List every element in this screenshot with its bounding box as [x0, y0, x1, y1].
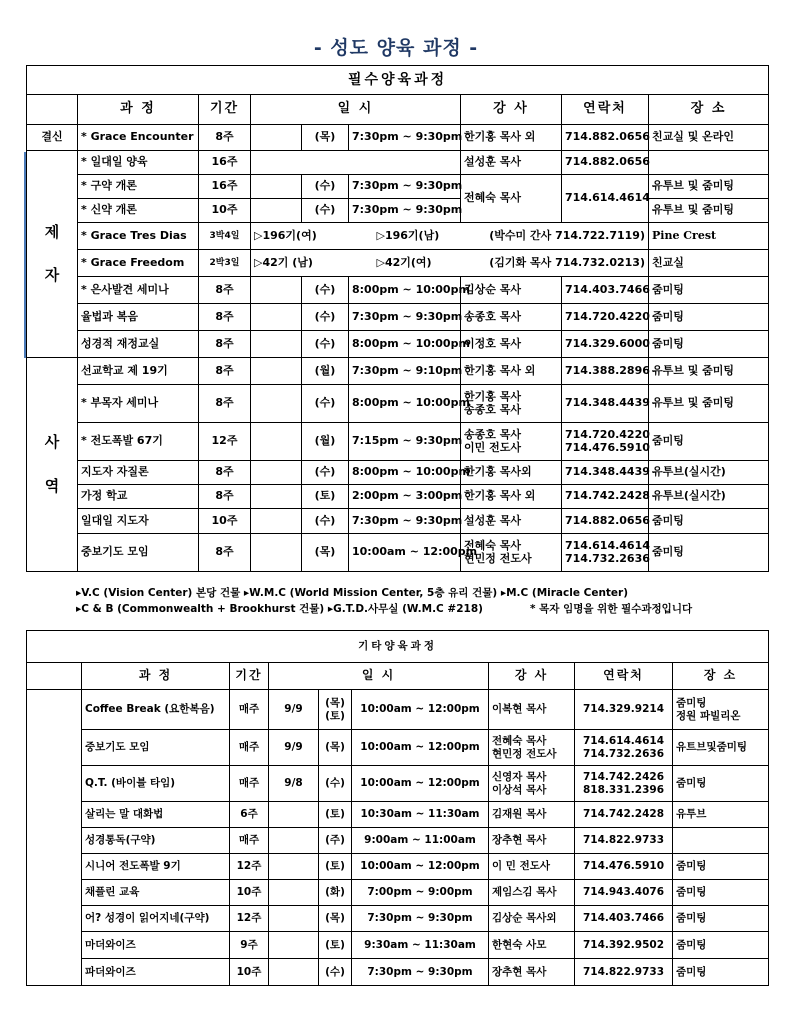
course-contact: 714.943.4076 [575, 880, 673, 906]
requirement-note: * 목자 임명을 위한 필수과정입니다 [530, 603, 693, 615]
course-day: (주) [319, 828, 352, 854]
course-period: 6주 [230, 802, 269, 828]
course-period: 12주 [199, 423, 251, 461]
course-name: * 신약 개론 [78, 199, 199, 223]
table-row [27, 854, 769, 880]
course-period: 8주 [199, 485, 251, 509]
course-instructor: 송종호 목사 이민 전도사 [461, 423, 562, 461]
course-name: 중보기도 모임 [78, 534, 199, 572]
course-contact: 714.403.7466 [562, 277, 649, 304]
course-time: 7:15pm ~ 9:30pm [349, 423, 461, 461]
course-instructor: 한기홍 목사 외 [461, 125, 562, 151]
course-day: (목) [319, 906, 352, 932]
course-place: 유투브 및 줌미팅 [649, 199, 769, 223]
table-row [27, 423, 769, 461]
course-time: 9:00am ~ 11:00am [352, 828, 489, 854]
course-instructor: 김상순 목사외 [489, 906, 575, 932]
table-row [27, 802, 769, 828]
course-name: * 은사발견 세미나 [78, 277, 199, 304]
course-name: 중보기도 모임 [82, 730, 230, 766]
table-row [27, 959, 769, 986]
course-place: 줌미팅 [673, 766, 769, 802]
course-place: 줌미팅 [649, 277, 769, 304]
course-instructor: 송종호 목사 [461, 304, 562, 331]
course-day: (수) [302, 175, 349, 199]
table-row [27, 304, 769, 331]
course-period: 매주 [230, 828, 269, 854]
course-name: 율법과 복음 [78, 304, 199, 331]
course-instructor: 한기홍 목사 외 [461, 485, 562, 509]
course-place: 줌미팅 [649, 423, 769, 461]
course-instructor: 전혜숙 목사 현민정 전도사 [461, 534, 562, 572]
header-place: 장 소 [673, 663, 769, 690]
table-row [27, 250, 769, 277]
header-place: 장 소 [649, 95, 769, 125]
table-row [27, 534, 769, 572]
course-instructor: 제임스김 목사 [489, 880, 575, 906]
course-contact: 714.348.4439 [562, 461, 649, 485]
course-time: 10:00am ~ 12:00pm [352, 730, 489, 766]
course-instructor: 설성훈 목사 [461, 151, 562, 175]
table-row [27, 932, 769, 959]
course-contact: 714.614.4614 [562, 175, 649, 223]
table-row [27, 906, 769, 932]
course-date [269, 932, 319, 959]
course-period: 10주 [199, 199, 251, 223]
retreat-info-1: ▷196기(여) [251, 223, 349, 250]
course-place: 줌미팅 [649, 534, 769, 572]
course-date [251, 331, 302, 358]
course-place: 유투브 및 줌미팅 [649, 385, 769, 423]
course-day: (토) [319, 932, 352, 959]
course-name: 선교학교 제 19기 [78, 358, 199, 385]
course-contact: 714.392.9502 [575, 932, 673, 959]
course-time: 7:30pm ~ 9:30pm [349, 304, 461, 331]
course-period: 16주 [199, 151, 251, 175]
course-place: 친교실 및 온라인 [649, 125, 769, 151]
course-date: 9/9 [269, 730, 319, 766]
course-time: 8:00pm ~ 10:00pm [349, 385, 461, 423]
course-date [251, 125, 302, 151]
course-place: 줌미팅 [673, 959, 769, 986]
course-period: 8주 [199, 125, 251, 151]
course-contact: 714.720.4220 [562, 304, 649, 331]
category-header [27, 663, 82, 690]
course-day: (토) [319, 802, 352, 828]
other-course-table [26, 630, 769, 986]
course-day: (화) [319, 880, 352, 906]
course-date [269, 828, 319, 854]
course-period: 9주 [230, 932, 269, 959]
course-time: 10:00am ~ 12:00pm [349, 534, 461, 572]
course-place: 줌미팅 [673, 906, 769, 932]
course-name: * Grace Freedom [78, 250, 199, 277]
course-period: 10주 [199, 509, 251, 534]
table-row [27, 151, 769, 175]
header-course: 과 정 [82, 663, 230, 690]
course-time: 8:00pm ~ 10:00pm [349, 277, 461, 304]
course-place: 유투브 및 줌미팅 [649, 175, 769, 199]
course-time: 10:00am ~ 12:00pm [352, 854, 489, 880]
course-day: (목) [319, 730, 352, 766]
course-instructor: 한기홍 목사 송종호 목사 [461, 385, 562, 423]
course-time: 8:00pm ~ 10:00pm [349, 331, 461, 358]
course-name: 일대일 지도자 [78, 509, 199, 534]
course-date [251, 485, 302, 509]
course-date [251, 199, 302, 223]
course-instructor: 장추현 목사 [489, 828, 575, 854]
course-place: 친교실 [649, 250, 769, 277]
course-instructor: 장추현 목사 [489, 959, 575, 986]
course-period: 12주 [230, 906, 269, 932]
course-place: 유투브 [673, 802, 769, 828]
category-empty [27, 690, 82, 986]
course-day: (토) [319, 854, 352, 880]
course-place [649, 151, 769, 175]
course-date [251, 277, 302, 304]
course-period: 8주 [199, 385, 251, 423]
course-time: 10:30am ~ 11:30am [352, 802, 489, 828]
course-time: 7:30pm ~ 9:30pm [349, 125, 461, 151]
table-row [27, 223, 769, 250]
retreat-info-2: ▷196기(남) [349, 223, 461, 250]
course-day: (목) [302, 125, 349, 151]
course-instructor: 전혜숙 목사 [461, 175, 562, 223]
table-row [27, 385, 769, 423]
course-name: * Grace Encounter [78, 125, 199, 151]
other-table-title: 기타양육과정 [27, 631, 769, 663]
table-row [27, 358, 769, 385]
course-place: Pine Crest [649, 223, 769, 250]
course-date [269, 880, 319, 906]
retreat-info-1: ▷42기 (남) [251, 250, 349, 277]
course-period: 16주 [199, 175, 251, 199]
course-place: 줌미팅 [649, 509, 769, 534]
header-schedule: 일 시 [269, 663, 489, 690]
course-name: * 구약 개론 [78, 175, 199, 199]
table-row [27, 125, 769, 151]
required-course-table [26, 65, 769, 572]
course-name: * Grace Tres Dias [78, 223, 199, 250]
course-contact: 714.822.9733 [575, 959, 673, 986]
course-period: 매주 [230, 766, 269, 802]
course-date [251, 304, 302, 331]
table-row [27, 730, 769, 766]
course-instructor: 김재원 목사 [489, 802, 575, 828]
header-schedule: 일 시 [251, 95, 461, 125]
course-instructor: 한기홍 목사 외 [461, 358, 562, 385]
course-name: * 일대일 양육 [78, 151, 199, 175]
course-day: (수) [319, 959, 352, 986]
table-row [27, 199, 769, 223]
table-row [27, 461, 769, 485]
course-place: 유트브및줌미팅 [673, 730, 769, 766]
course-period: 8주 [199, 534, 251, 572]
course-place: 줌미팅 [673, 880, 769, 906]
course-time: 9:30am ~ 11:30am [352, 932, 489, 959]
course-period: 매주 [230, 690, 269, 730]
course-date [251, 175, 302, 199]
course-contact: 714.742.2426 818.331.2396 [575, 766, 673, 802]
course-time: 8:00pm ~ 10:00pm [349, 461, 461, 485]
course-date [269, 959, 319, 986]
course-instructor: 전혜숙 목사 현민정 전도사 [489, 730, 575, 766]
course-period: 8주 [199, 461, 251, 485]
retreat-info-3: (김기화 목사 714.732.0213) [461, 250, 649, 277]
course-instructor: 설성훈 목사 [461, 509, 562, 534]
category-sayeok: 사 역 [27, 358, 78, 572]
course-contact: 714.882.0656 [562, 125, 649, 151]
course-place: 유투브(실시간) [649, 485, 769, 509]
course-name: 시니어 전도폭발 9기 [82, 854, 230, 880]
course-day: (월) [302, 358, 349, 385]
course-name: 마더와이즈 [82, 932, 230, 959]
course-day: (수) [302, 461, 349, 485]
table-row [27, 277, 769, 304]
course-date [269, 906, 319, 932]
location-note-2: ▸C & B (Commonwealth + Brookhurst 건물) ▸G.T.D.사무실 (W.M.C #218) [76, 603, 483, 615]
course-date [269, 802, 319, 828]
course-place [673, 828, 769, 854]
course-name: 파더와이즈 [82, 959, 230, 986]
course-place: 줌미팅 [673, 854, 769, 880]
course-name: * 전도폭발 67기 [78, 423, 199, 461]
course-contact: 714.882.0656 [562, 151, 649, 175]
course-instructor: 이복현 목사 [489, 690, 575, 730]
course-contact: 714.388.2896 [562, 358, 649, 385]
page-title: - 성도 양육 과정 - [313, 37, 479, 59]
course-name: 성경적 재정교실 [78, 331, 199, 358]
course-time: 2:00pm ~ 3:00pm [349, 485, 461, 509]
course-day: (수) [302, 199, 349, 223]
course-day: (수) [302, 304, 349, 331]
course-time: 7:30pm ~ 9:30pm [349, 509, 461, 534]
course-place: 유투브(실시간) [649, 461, 769, 485]
course-contact: 714.348.4439 [562, 385, 649, 423]
course-time: 7:30pm ~ 9:30pm [349, 199, 461, 223]
header-instructor: 강 사 [461, 95, 562, 125]
course-instructor: 이정호 목사 [461, 331, 562, 358]
course-contact: 714.822.9733 [575, 828, 673, 854]
course-day: (수) [302, 331, 349, 358]
course-time: 10:00am ~ 12:00pm [352, 766, 489, 802]
course-period: 8주 [199, 358, 251, 385]
retreat-info-3: (박수미 간사 714.722.7119) [461, 223, 649, 250]
course-time: 7:30pm ~ 9:30pm [349, 175, 461, 199]
course-name: 성경통독(구약) [82, 828, 230, 854]
course-name: 어? 성경이 읽어지네(구약) [82, 906, 230, 932]
category-header [27, 95, 78, 125]
header-contact: 연락처 [562, 95, 649, 125]
course-period: 10주 [230, 880, 269, 906]
course-instructor: 한기홍 목사외 [461, 461, 562, 485]
course-name: 살리는 말 대화법 [82, 802, 230, 828]
course-period: 2박3일 [199, 250, 251, 277]
table-row [27, 485, 769, 509]
course-instructor: 김상순 목사 [461, 277, 562, 304]
course-place: 줌미팅 정원 파빌리온 [673, 690, 769, 730]
course-time: 7:00pm ~ 9:00pm [352, 880, 489, 906]
course-name: 가정 학교 [78, 485, 199, 509]
table-row [27, 175, 769, 199]
header-period: 기간 [199, 95, 251, 125]
course-date [251, 423, 302, 461]
table-row [27, 766, 769, 802]
course-period: 8주 [199, 331, 251, 358]
course-day: (수) [302, 509, 349, 534]
course-contact: 714.403.7466 [575, 906, 673, 932]
course-day: (토) [302, 485, 349, 509]
course-period: 8주 [199, 304, 251, 331]
course-schedule [251, 151, 461, 175]
category-jeja: 제 자 [27, 151, 78, 358]
course-contact: 714.329.9214 [575, 690, 673, 730]
course-day: (월) [302, 423, 349, 461]
course-period: 3박4일 [199, 223, 251, 250]
course-day: (수) [302, 277, 349, 304]
course-date [251, 385, 302, 423]
course-period: 12주 [230, 854, 269, 880]
course-date [251, 358, 302, 385]
course-date: 9/8 [269, 766, 319, 802]
course-date [251, 534, 302, 572]
course-place: 줌미팅 [649, 331, 769, 358]
course-date [251, 509, 302, 534]
table-row [27, 828, 769, 854]
retreat-info-2: ▷42기(여) [349, 250, 461, 277]
course-time: 7:30pm ~ 9:30pm [352, 959, 489, 986]
course-day: (목) (토) [319, 690, 352, 730]
course-day: (목) [302, 534, 349, 572]
course-contact: 714.742.2428 [575, 802, 673, 828]
course-instructor: 이 민 전도사 [489, 854, 575, 880]
course-date [251, 461, 302, 485]
course-contact: 714.882.0656 [562, 509, 649, 534]
course-place: 줌미팅 [649, 304, 769, 331]
course-name: 지도자 자질론 [78, 461, 199, 485]
header-contact: 연락처 [575, 663, 673, 690]
course-contact: 714.329.6000 [562, 331, 649, 358]
course-date [269, 854, 319, 880]
course-contact: 714.614.4614 714.732.2636 [562, 534, 649, 572]
course-day: (수) [302, 385, 349, 423]
course-instructor: 한현숙 사모 [489, 932, 575, 959]
course-place: 유투브 및 줌미팅 [649, 358, 769, 385]
course-instructor: 신영자 목사 이상석 목사 [489, 766, 575, 802]
header-instructor: 강 사 [489, 663, 575, 690]
table-row [27, 331, 769, 358]
table-row [27, 509, 769, 534]
header-course: 과 정 [78, 95, 199, 125]
table-row [27, 690, 769, 730]
course-time: 10:00am ~ 12:00pm [352, 690, 489, 730]
course-contact: 714.742.2428 [562, 485, 649, 509]
course-contact: 714.476.5910 [575, 854, 673, 880]
location-note-1: ▸V.C (Vision Center) 본당 건물 ▸W.M.C (World Mission Center, 5층 유리 건물) ▸M.C (Miracle Center) [76, 587, 629, 599]
course-contact: 714.614.4614 714.732.2636 [575, 730, 673, 766]
course-date: 9/9 [269, 690, 319, 730]
course-name: Coffee Break (요한복음) [82, 690, 230, 730]
course-time: 7:30pm ~ 9:30pm [352, 906, 489, 932]
course-period: 매주 [230, 730, 269, 766]
course-day: (수) [319, 766, 352, 802]
header-period: 기간 [230, 663, 269, 690]
course-name: * 부목자 세미나 [78, 385, 199, 423]
category-gyeolsin: 결신 [27, 125, 78, 151]
course-contact: 714.720.4220 714.476.5910 [562, 423, 649, 461]
course-place: 줌미팅 [673, 932, 769, 959]
course-period: 10주 [230, 959, 269, 986]
course-name: 채플린 교육 [82, 880, 230, 906]
course-time: 7:30pm ~ 9:10pm [349, 358, 461, 385]
course-name: Q.T. (바이블 타임) [82, 766, 230, 802]
table-row [27, 880, 769, 906]
course-period: 8주 [199, 277, 251, 304]
required-table-title: 필수양육과정 [27, 66, 769, 95]
